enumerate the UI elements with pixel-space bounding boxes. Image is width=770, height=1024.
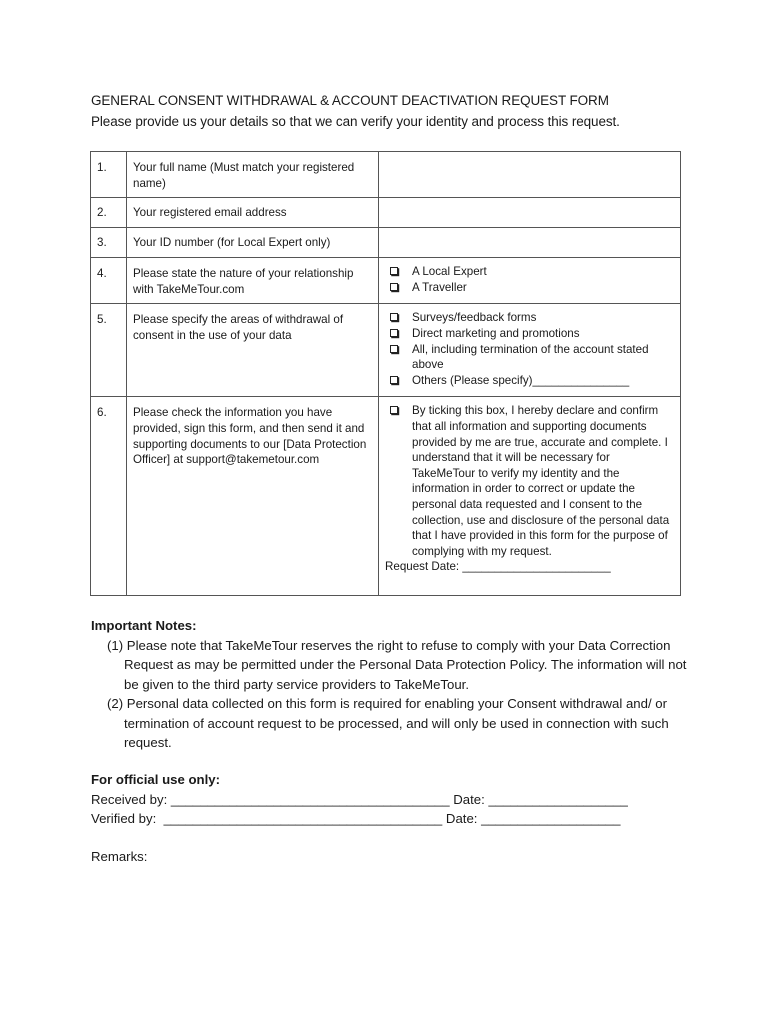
table-row bbox=[91, 228, 681, 258]
note-item: (1) Please note that TakeMeTour reserves the right to refuse to comply with your Data Correction Request as may be permitted under the Personal Data Protection Policy. The information will not be given to the third party service providers to TakeMeTour. bbox=[107, 637, 687, 692]
request-date-field[interactable]: Request Date: _______________________ bbox=[385, 560, 611, 574]
row-number: 3. bbox=[91, 228, 127, 258]
checkbox-icon[interactable] bbox=[390, 406, 398, 414]
relationship-options bbox=[379, 258, 681, 304]
withdrawal-options bbox=[379, 304, 681, 397]
details-table bbox=[90, 151, 681, 596]
option-others[interactable] bbox=[387, 373, 674, 389]
table-row bbox=[91, 304, 681, 397]
option-label: Others (Please specify)_______________ bbox=[412, 373, 630, 387]
checkbox-icon[interactable] bbox=[390, 345, 398, 353]
row-number: 1. bbox=[91, 152, 127, 198]
row-number: 4. bbox=[91, 258, 127, 304]
row-question: Please state the nature of your relationship with TakeMeTour.com bbox=[127, 258, 379, 304]
option-traveller[interactable] bbox=[387, 280, 674, 296]
checkbox-icon[interactable] bbox=[390, 329, 398, 337]
option-label: All, including termination of the account stated above bbox=[412, 342, 649, 372]
option-label: Surveys/feedback forms bbox=[412, 311, 537, 325]
row-question: Your ID number (for Local Expert only) bbox=[127, 228, 379, 258]
option-local-expert[interactable] bbox=[387, 264, 674, 280]
official-use-section bbox=[91, 770, 628, 829]
row-number: 2. bbox=[91, 198, 127, 228]
email-field[interactable] bbox=[379, 198, 681, 228]
option-direct-marketing[interactable] bbox=[387, 326, 674, 342]
row-question: Your full name (Must match your registered name) bbox=[127, 152, 379, 198]
note-item: (2) Personal data collected on this form is required for enabling your Consent withdrawal and/ or termination of account request to be processed, and will only be used in connection with such request. bbox=[107, 696, 669, 750]
important-notes bbox=[91, 616, 691, 753]
checkbox-icon[interactable] bbox=[390, 267, 398, 275]
table-row bbox=[91, 258, 681, 304]
table-row bbox=[91, 397, 681, 596]
table-row bbox=[91, 198, 681, 228]
form-title: GENERAL CONSENT WITHDRAWAL & ACCOUNT DEACTIVATION REQUEST FORM bbox=[91, 93, 609, 108]
option-all-termination[interactable] bbox=[387, 342, 674, 373]
remarks-label: Remarks: bbox=[91, 849, 148, 864]
checkbox-icon[interactable] bbox=[390, 283, 398, 291]
full-name-field[interactable] bbox=[379, 152, 681, 198]
declaration-cell bbox=[379, 397, 681, 596]
row-number: 6. bbox=[91, 397, 127, 596]
option-label: Direct marketing and promotions bbox=[412, 326, 580, 340]
official-title: For official use only: bbox=[91, 772, 220, 787]
row-number: 5. bbox=[91, 304, 127, 397]
table-row bbox=[91, 152, 681, 198]
notes-title: Important Notes: bbox=[91, 618, 197, 633]
option-label: A Local Expert bbox=[412, 265, 487, 279]
row-question: Please check the information you have provided, sign this form, and then send it and supporting documents to our [Data Protection Officer] at support@takemetour.com bbox=[127, 397, 379, 596]
option-surveys[interactable] bbox=[387, 310, 674, 326]
form-subtitle: Please provide us your details so that we can verify your identity and process this request. bbox=[91, 114, 620, 129]
declaration-option[interactable] bbox=[387, 403, 674, 559]
declaration-text: By ticking this box, I hereby declare and confirm that all information and supporting documents provided by me are true, accurate and complete. I understand that it will be necessary for TakeMeTour to verify my identity and the information in order to correct or update the personal data requested and I consent to the collection, use and disclosure of the personal data that I have provided in this form for the purpose of complying with my request. bbox=[412, 404, 670, 558]
id-number-field[interactable] bbox=[379, 228, 681, 258]
received-by-line: Received by: ______________________________________ Date: ___________________ bbox=[91, 791, 628, 807]
checkbox-icon[interactable] bbox=[390, 376, 398, 384]
row-question: Your registered email address bbox=[127, 198, 379, 228]
checkbox-icon[interactable] bbox=[390, 313, 398, 321]
verified-by-line: Verified by: ______________________________________ Date: ___________________ bbox=[91, 811, 621, 826]
row-question: Please specify the areas of withdrawal of consent in the use of your data bbox=[127, 304, 379, 397]
option-label: A Traveller bbox=[412, 280, 467, 294]
